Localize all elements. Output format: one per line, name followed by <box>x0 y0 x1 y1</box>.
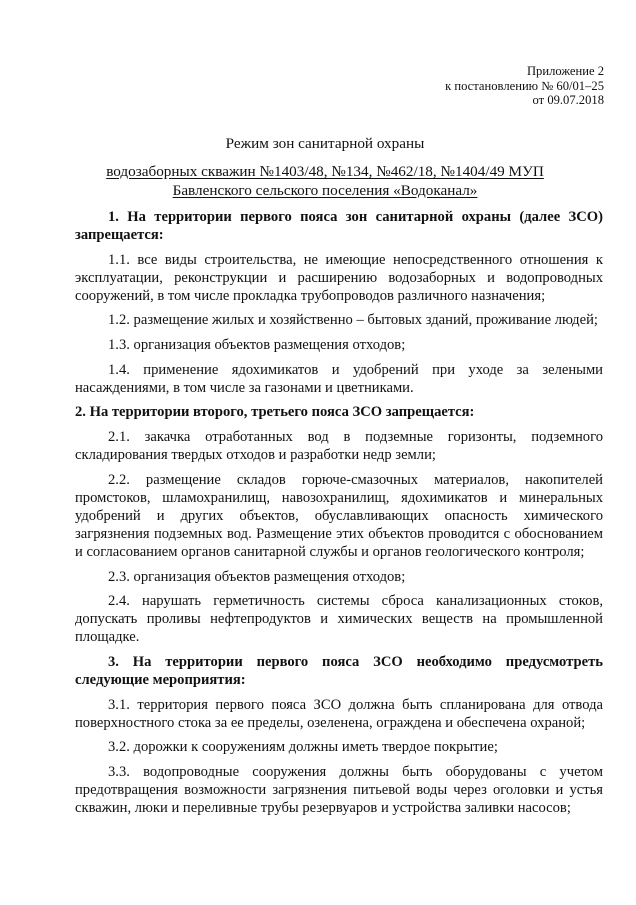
resolution-number: к постановлению № 60/01–25 <box>445 78 604 93</box>
clause-2-3: 2.3. организация объектов размещения отходов; <box>108 568 406 585</box>
section-1-heading: 1. На территории первого пояса зон санитарной охраны (далее ЗСО) запрещается: <box>75 209 603 244</box>
document-subtitle-organization: Бавленского сельского поселения «Водоканал» <box>172 182 478 199</box>
document-body <box>75 208 603 824</box>
resolution-date: от 09.07.2018 <box>532 93 604 107</box>
clause-1-2: 1.2. размещение жилых и хозяйственно – бытовых зданий, проживание людей; <box>108 312 598 329</box>
section-2-heading: 2. На территории второго, третьего пояса ЗСО запрещается: <box>75 404 475 421</box>
clause-1-4: 1.4. применение ядохимикатов и удобрений при уходе за зелеными насаждениями, в том числе за газонами и цветниками. <box>75 361 603 396</box>
clause-2-4: 2.4. нарушать герметичность системы сброса канализационных стоков, допускать проливы нефтепродуктов и химических веществ на промышленной площадке. <box>75 593 603 646</box>
document-title: Режим зон санитарной охраны <box>225 135 425 152</box>
clause-3-2: 3.2. дорожки к сооружениям должны иметь твердое покрытие; <box>108 739 498 756</box>
section-3-heading: 3. На территории первого пояса ЗСО необходимо предусмотреть следующие мероприятия: <box>75 653 603 689</box>
clause-3-1: 3.1. территория первого пояса ЗСО должна быть спланирована для отвода поверхностного стока за ее пределы, озеленена, ограждена и обеспечена охраной; <box>75 696 603 731</box>
appendix-label: Приложение 2 <box>526 64 604 78</box>
clause-3-3: 3.3. водопроводные сооружения должны быть оборудованы с учетом предотвращения возможности загрязнения питьевой воды через оголовки и устья скважин, люки и переливные трубы резервуаров и устройства заливки насосов; <box>75 763 603 817</box>
clause-2-1: 2.1. закачка отработанных вод в подземные горизонты, подземного складирования твердых отходов и разработки недр земли; <box>75 428 603 464</box>
clause-1-1: 1.1. все виды строительства, не имеющие непосредственного отношения к эксплуатации, реконструкции и расширению водозаборных и водопроводных сооружений, в том числе прокладка трубопроводов различного назначения; <box>75 251 603 304</box>
clause-1-3: 1.3. организация объектов размещения отходов; <box>108 337 406 354</box>
document-subtitle-wells: водозаборных скважин №1403/48, №134, №462/18, №1404/49 МУП <box>106 163 544 180</box>
appendix-reference <box>364 64 604 108</box>
clause-2-2: 2.2. размещение складов горюче-смазочных материалов, накопителей промстоков, шламохранилищ, навозохранилищ, ядохимикатов и минеральных удобрений и других объектов, обуславливающих опасность химического загрязнения подземных вод. Размещение этих объектов проводится с обоснованием и согласованием органов санитарной службы и органов геологического контроля; <box>75 471 603 560</box>
